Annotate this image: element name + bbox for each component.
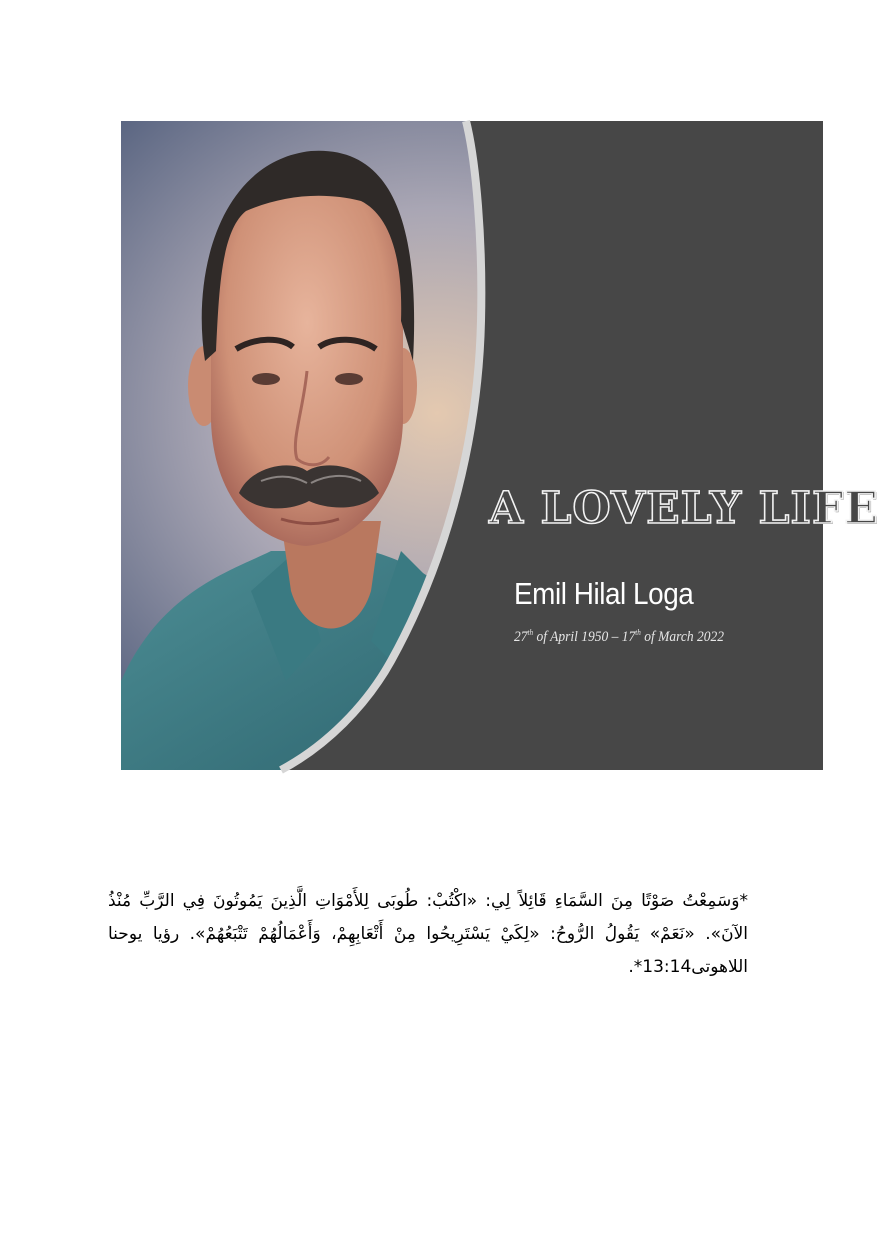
death-day-suffix: th <box>635 628 641 637</box>
deceased-name: Emil Hilal Loga <box>514 576 694 611</box>
portrait-photo <box>121 121 879 770</box>
banner-headline: A LOVELY LIFE <box>489 483 879 534</box>
life-dates <box>514 628 724 646</box>
scripture-verse: *وَسَمِعْتُ صَوْتًا مِنَ السَّمَاءِ قَائِلاً لِي: «اكْتُبْ: طُوبَى لِلأَمْوَاتِ الَّذِينَ يَمُوتُونَ فِي الرَّبِّ مُنْذُ الآنَ». «نَعَمْ» يَقُولُ الرُّوحُ: «لِكَيْ يَسْتَرِيحُوا مِنْ أَتْعَابِهِمْ، وَأَعْمَالُهُمْ تَتْبَعُهُمْ». رؤيا يوحنا اللاهوتى13:14*. <box>108 891 748 977</box>
birth-day-suffix: th <box>527 628 534 637</box>
memorial-banner <box>121 121 879 770</box>
birth-date-rest: of April 1950 – <box>533 629 622 645</box>
birth-day: 27 <box>514 629 528 645</box>
death-day: 17 <box>621 629 636 645</box>
death-date-rest: of March 2022 <box>640 629 724 645</box>
